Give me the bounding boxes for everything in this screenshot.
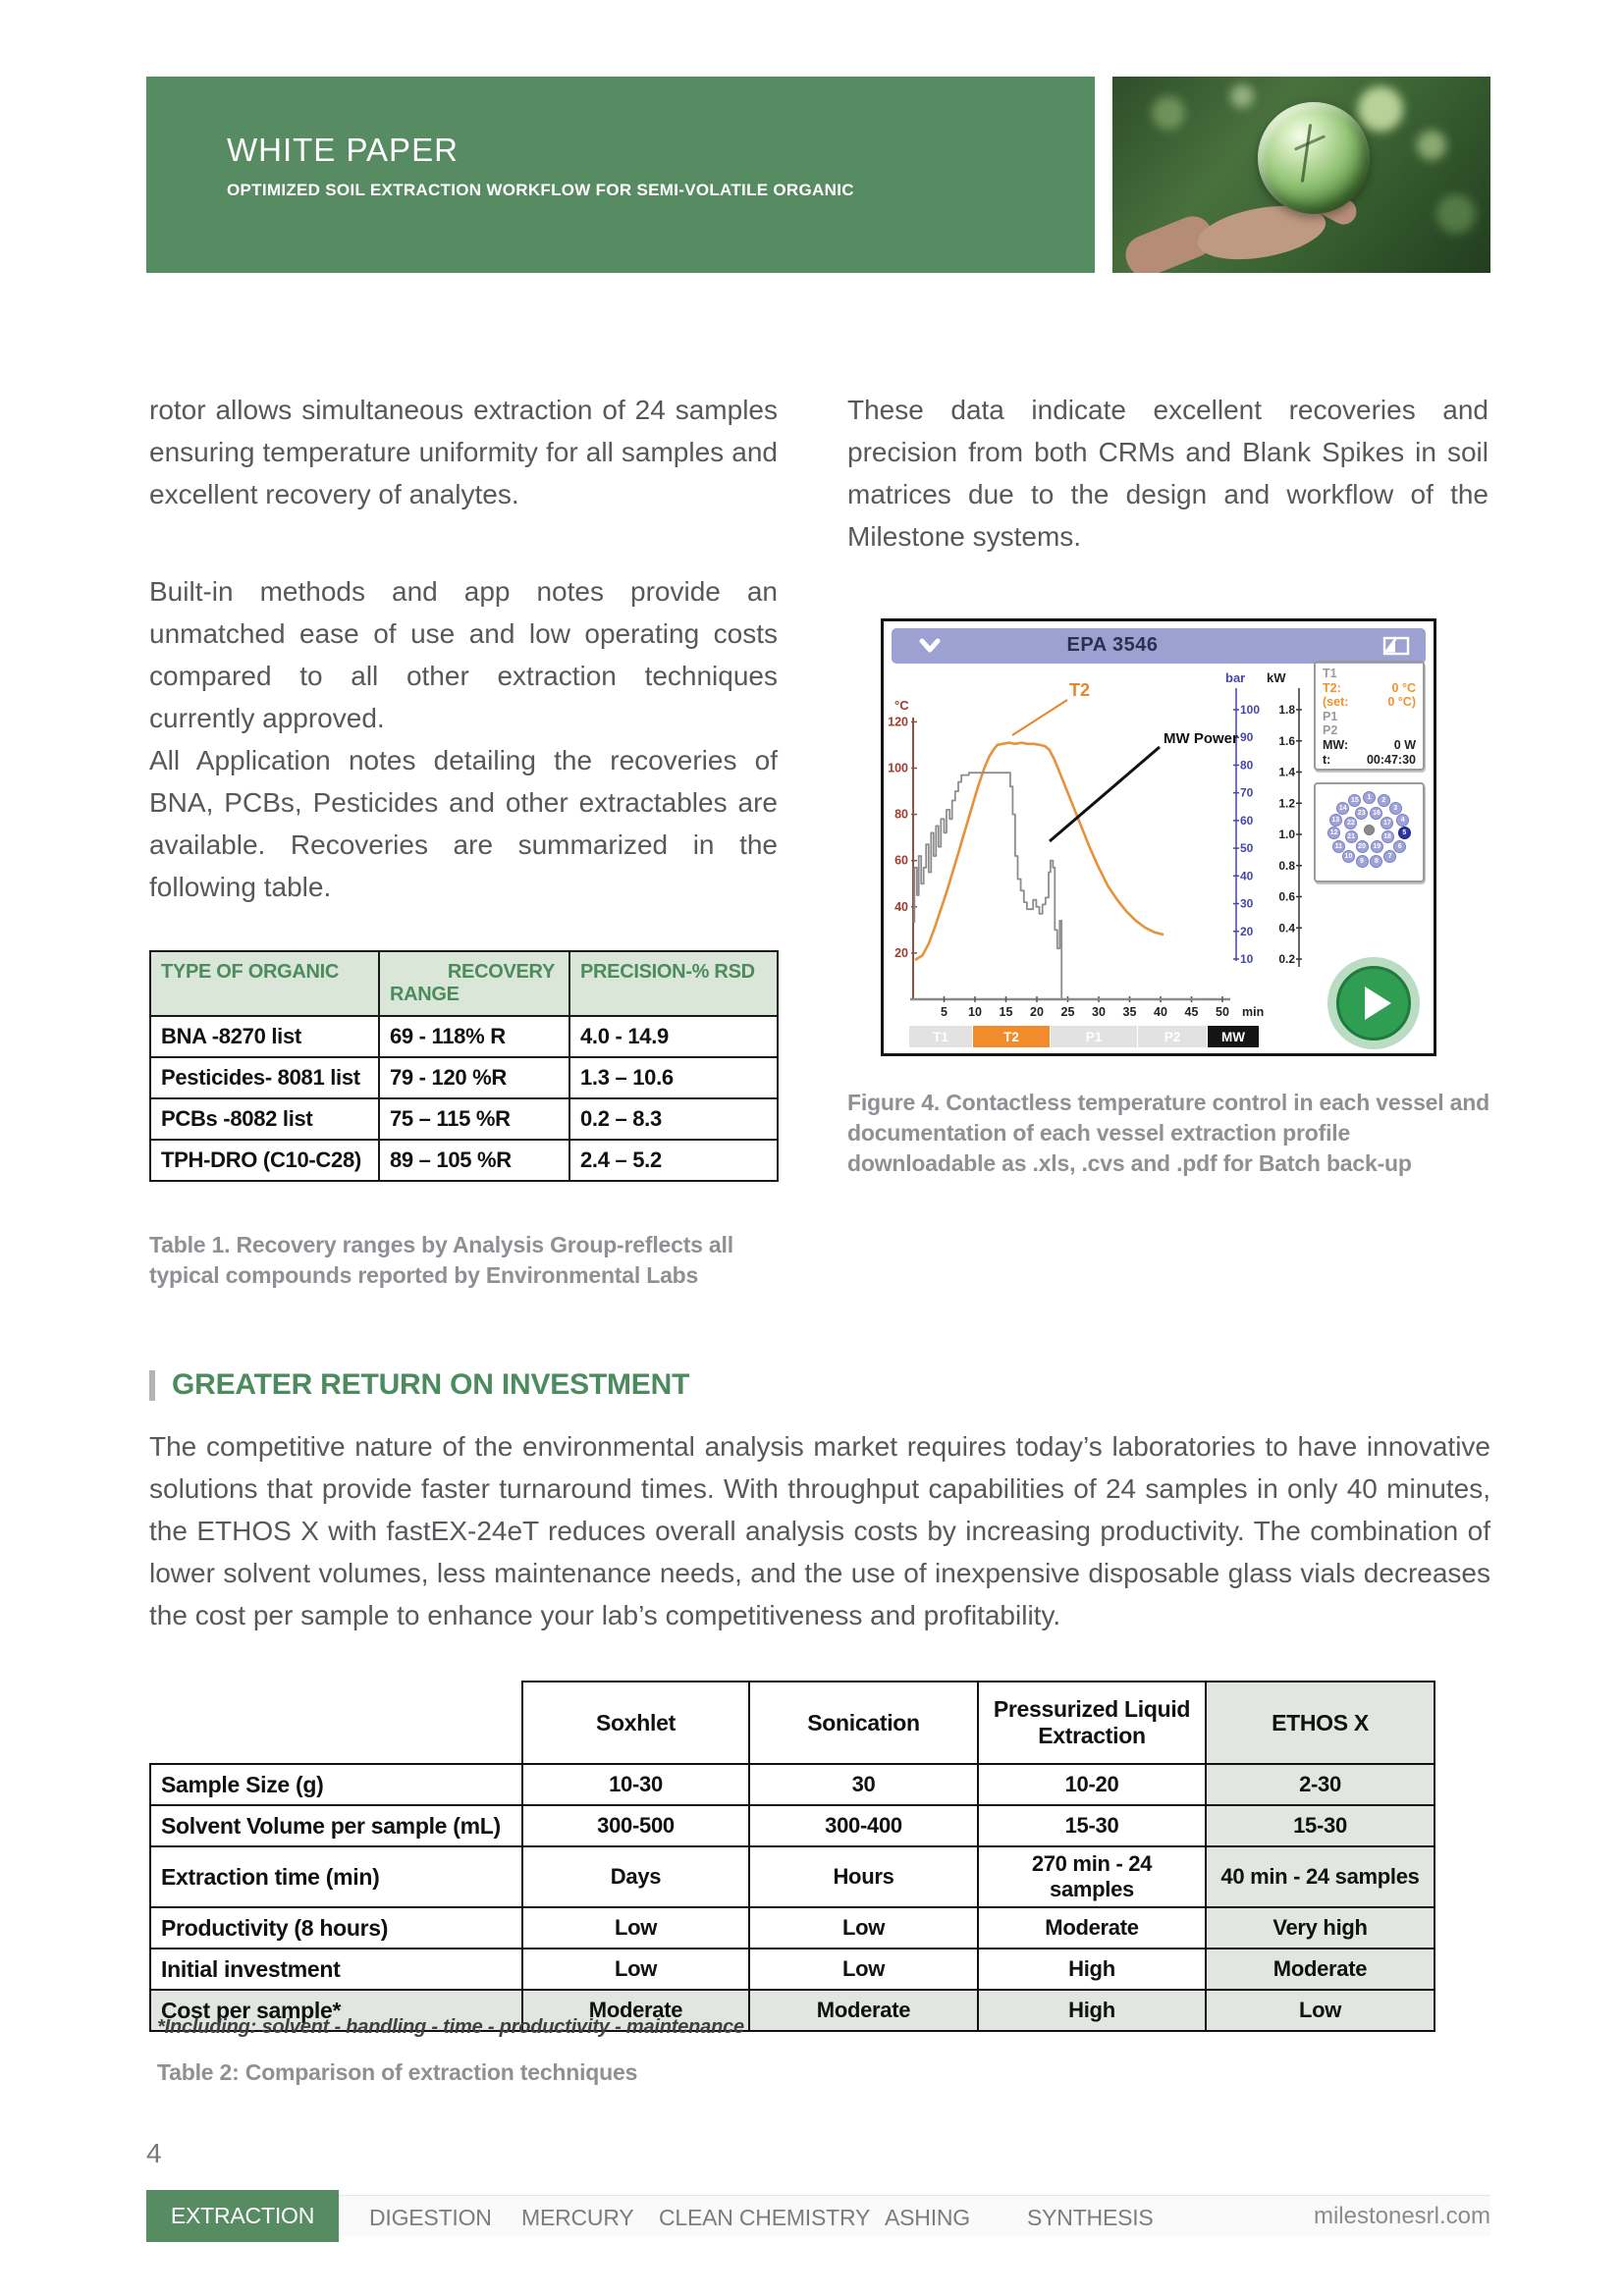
paragraph-left-2: Built-in methods and app notes provide an unmatched ease of use and low operating costs compared to all other extraction techniques currently approved. [149, 576, 778, 733]
table-cell: 40 min - 24 samples [1206, 1846, 1435, 1907]
footer-item-digestion: DIGESTION [369, 2205, 492, 2230]
rotor-vessel: 18 [1381, 830, 1394, 843]
legend-item: P1 [1051, 1026, 1137, 1047]
footer-item-active: EXTRACTION [146, 2190, 339, 2242]
column-header: Soxhlet [522, 1682, 749, 1764]
rotor-vessel: 3 [1389, 802, 1402, 815]
status-panel [1314, 661, 1425, 771]
table-cell: Moderate [749, 1990, 978, 2031]
table-cell: 15-30 [978, 1805, 1206, 1846]
table-row [150, 1805, 1435, 1846]
table-row [150, 1846, 1435, 1907]
table-cell: Low [1206, 1990, 1435, 2031]
svg-text:5: 5 [941, 1005, 947, 1019]
status-row: T1 [1323, 667, 1337, 680]
rotor-vessel: 11 [1332, 840, 1345, 853]
svg-text:bar: bar [1225, 670, 1246, 685]
table-cell: Low [749, 1907, 978, 1949]
comparison-table [149, 1681, 1435, 2032]
bokeh-light [1358, 86, 1403, 132]
table-cell: Days [522, 1846, 749, 1907]
table-cell: Moderate [978, 1907, 1206, 1949]
table-row [150, 1016, 778, 1057]
svg-text:20: 20 [1030, 1005, 1044, 1019]
figure-titlebar [892, 628, 1426, 664]
document-title: OPTIMIZED SOIL EXTRACTION WORKFLOW FOR SEMI-VOLATILE ORGANIC [227, 181, 854, 199]
rotor-vessel: 16 [1370, 807, 1382, 820]
column-header: RECOVERY RANGE [379, 951, 569, 1016]
svg-text:40: 40 [894, 899, 908, 914]
glass-globe [1258, 102, 1370, 214]
table2-caption: Table 2: Comparison of extraction techniques [157, 2059, 638, 2085]
rotor-vessel: 2 [1378, 794, 1390, 807]
play-icon [1336, 966, 1411, 1041]
table-cell: 10-20 [978, 1764, 1206, 1805]
svg-text:kW: kW [1267, 670, 1286, 685]
table-cell: TPH-DRO (C10-C28) [150, 1140, 379, 1181]
table-row [150, 1949, 1435, 1990]
table-cell: Initial investment [150, 1949, 522, 1990]
column-header: Sonication [749, 1682, 978, 1764]
table-cell: 15-30 [1206, 1805, 1435, 1846]
recovery-table [149, 950, 779, 1182]
svg-text:1.4: 1.4 [1278, 765, 1295, 779]
svg-text:0.4: 0.4 [1278, 921, 1295, 935]
table-cell: 75 – 115 %R [379, 1098, 569, 1140]
status-row: P1 [1323, 709, 1338, 723]
rotor-vessel: 22 [1344, 817, 1357, 829]
rotor-vessel: 9 [1356, 855, 1369, 868]
svg-text:10: 10 [968, 1005, 982, 1019]
rotor-vessel: 21 [1345, 830, 1358, 843]
table-cell: 69 - 118% R [379, 1016, 569, 1057]
table-row [150, 1098, 778, 1140]
table-cell: 1.3 – 10.6 [569, 1057, 778, 1098]
table-cell: BNA -8270 list [150, 1016, 379, 1057]
svg-text:30: 30 [1240, 896, 1254, 911]
epa-3546-figure [881, 618, 1436, 1056]
svg-text:min: min [1242, 1005, 1265, 1019]
status-row: P2 [1323, 723, 1338, 738]
table-cell: Moderate [522, 1990, 749, 2031]
legend-item: T2 [973, 1026, 1050, 1047]
document-type-label: WHITE PAPER [227, 132, 459, 168]
svg-text:1.2: 1.2 [1278, 796, 1295, 811]
table-cell: Solvent Volume per sample (mL) [150, 1805, 522, 1846]
table-cell: PCBs -8082 list [150, 1098, 379, 1140]
svg-text:20: 20 [1240, 924, 1254, 938]
table-cell: 10-30 [522, 1764, 749, 1805]
column-header: Pressurized Liquid Extraction [978, 1682, 1206, 1764]
svg-text:40: 40 [1240, 869, 1254, 883]
rotor-vessel: 13 [1329, 814, 1342, 827]
table-header-row [150, 1682, 1435, 1764]
table-row [150, 1764, 1435, 1805]
footer-website: milestonesrl.com [1313, 2203, 1490, 2229]
table-cell: 2-30 [1206, 1764, 1435, 1805]
rotor-vessel: 19 [1371, 840, 1383, 853]
bokeh-light [1152, 96, 1185, 130]
blank-cell [150, 1682, 522, 1764]
page-number: 4 [146, 2138, 162, 2168]
rotor-vessel: 15 [1348, 794, 1361, 807]
heading-bar [149, 1370, 155, 1401]
svg-text:1.8: 1.8 [1278, 703, 1295, 717]
rotor-vessel: 14 [1336, 802, 1349, 815]
section-title: GREATER RETURN ON INVESTMENT [172, 1368, 690, 1401]
rotor-vessel [1364, 825, 1375, 835]
table-cell: Low [522, 1907, 749, 1949]
svg-text:100: 100 [888, 761, 908, 775]
svg-text:40: 40 [1154, 1005, 1167, 1019]
bokeh-light [1230, 84, 1254, 108]
svg-text:120: 120 [888, 715, 908, 729]
chevron-down-icon [917, 636, 943, 656]
footer-item-ashing: ASHING [885, 2205, 970, 2230]
svg-text:0.6: 0.6 [1278, 889, 1295, 904]
play-button [1327, 957, 1420, 1049]
extraction-profile-chart [887, 665, 1311, 1056]
footer-item-synthesis: SYNTHESIS [1027, 2205, 1154, 2230]
table-cell: Low [749, 1949, 978, 1990]
section-heading [149, 1368, 689, 1402]
svg-text:45: 45 [1184, 1005, 1199, 1019]
svg-text:100: 100 [1240, 703, 1261, 717]
svg-text:MW Power: MW Power [1164, 730, 1238, 747]
legend-item: MW [1208, 1026, 1259, 1047]
header-banner [146, 77, 1095, 273]
table-cell: High [978, 1949, 1206, 1990]
table-cell: 2.4 – 5.2 [569, 1140, 778, 1181]
table-cell: 4.0 - 14.9 [569, 1016, 778, 1057]
table-cell: 270 min - 24 samples [978, 1846, 1206, 1907]
svg-text:30: 30 [1092, 1005, 1106, 1019]
svg-text:0.8: 0.8 [1278, 858, 1295, 873]
table-cell: 79 - 120 %R [379, 1057, 569, 1098]
rotor-vessel: 1 [1363, 791, 1376, 804]
svg-text:1.6: 1.6 [1278, 733, 1295, 748]
svg-text:60: 60 [894, 853, 908, 868]
rotor-vessel: 5 [1398, 827, 1411, 839]
svg-text:°C: °C [894, 698, 909, 713]
channel-legend [909, 1026, 1260, 1047]
table-row [150, 1140, 778, 1181]
table-cell: Moderate [1206, 1949, 1435, 1990]
svg-text:25: 25 [1060, 1005, 1075, 1019]
paragraph-right-1: These data indicate excellent recoveries and precision from both CRMs and Blank Spikes in soil matrices due to the design and workflow of the Milestone systems. [847, 395, 1489, 552]
bokeh-light [1417, 131, 1446, 160]
status-row: T2: 0 °C [1323, 680, 1416, 695]
table-cell: Very high [1206, 1907, 1435, 1949]
section-paragraph: The competitive nature of the environmental analysis market requires today’s laboratories to have innovative solutions that provide faster turnaround times. With throughput capabilities of 24 samples in only 40 minutes, the ETHOS X with fastEX-24eT reduces overall analysis costs by increasing productivity. The combination of lower solvent volumes, less maintenance needs, and the use of inexpensive disposable glass vials decreases the cost per sample to enhance your lab’s competitiveness and profitability. [149, 1431, 1490, 1630]
svg-text:90: 90 [1240, 730, 1254, 745]
legend-item: P2 [1138, 1026, 1207, 1047]
rotor-vessel: 23 [1355, 807, 1368, 820]
svg-text:20: 20 [894, 945, 908, 960]
svg-text:15: 15 [999, 1005, 1013, 1019]
svg-text:35: 35 [1122, 1005, 1137, 1019]
table-cell: Extraction time (min) [150, 1846, 522, 1907]
status-row: (set: 0 °C) [1323, 695, 1416, 710]
svg-text:80: 80 [1240, 758, 1254, 773]
table1-caption: Table 1. Recovery ranges by Analysis Group-reflects all typical compounds reported by Environmental Labs [149, 1232, 733, 1288]
table-cell: 89 – 105 %R [379, 1140, 569, 1181]
svg-text:50: 50 [1240, 841, 1254, 856]
table-cell: 300-500 [522, 1805, 749, 1846]
rotor-vessel: 20 [1356, 840, 1369, 853]
table-cell: 300-400 [749, 1805, 978, 1846]
svg-text:60: 60 [1240, 813, 1254, 828]
table-header-row [150, 951, 778, 1016]
table-cell: Productivity (8 hours) [150, 1907, 522, 1949]
svg-text:80: 80 [894, 807, 908, 822]
rotor-vessel: 10 [1342, 850, 1355, 863]
column-header: TYPE OF ORGANIC [150, 951, 379, 1016]
rotor-vessel: 7 [1383, 850, 1396, 863]
header-photo [1112, 77, 1490, 273]
table-cell: High [978, 1990, 1206, 2031]
table-row [150, 1057, 778, 1098]
paragraph-left-1: rotor allows simultaneous extraction of 24 samples ensuring temperature uniformity for all samples and excellent recovery of analytes. [149, 395, 778, 509]
rotor-vessel: 6 [1393, 840, 1406, 853]
status-row: t: 00:47:30 [1323, 752, 1416, 767]
table-row [150, 1907, 1435, 1949]
paragraph-left-3: All Application notes detailing the recoveries of BNA, PCBs, Pesticides and other extractables are available. Recoveries are summarized in the following table. [149, 745, 778, 902]
legend-item: T1 [909, 1026, 972, 1047]
svg-text:T2: T2 [1069, 680, 1091, 700]
report-icon [1382, 636, 1410, 658]
rotor-vessel: 17 [1380, 817, 1393, 829]
footer-item-clean-chemistry: CLEAN CHEMISTRY [659, 2205, 871, 2230]
svg-text:50: 50 [1216, 1005, 1229, 1019]
column-header: PRECISION-% RSD [569, 951, 778, 1016]
bokeh-light [1436, 194, 1476, 234]
figure-method-title: EPA 3546 [1066, 634, 1159, 656]
table-cell: Sample Size (g) [150, 1764, 522, 1805]
rotor-vessel: 8 [1370, 855, 1382, 868]
table-cell: Pesticides- 8081 list [150, 1057, 379, 1098]
table-cell: 0.2 – 8.3 [569, 1098, 778, 1140]
table2-footnote: *Including: solvent - handling - time - productivity - maintenance [157, 2016, 744, 2038]
table-cell: 30 [749, 1764, 978, 1805]
footer-item-mercury: MERCURY [521, 2205, 634, 2230]
svg-text:70: 70 [1240, 785, 1254, 800]
column-header: ETHOS X [1206, 1682, 1435, 1764]
rotor-vessel: 12 [1327, 827, 1340, 839]
status-row: MW: 0 W [1323, 737, 1416, 752]
rotor-diagram [1314, 782, 1425, 882]
table-cell: Low [522, 1949, 749, 1990]
figure-caption: Figure 4. Contactless temperature control in each vessel and documentation of each vessel extraction profile downloadable as .xls, .cvs and .pdf for Batch back-up [847, 1090, 1489, 1176]
svg-text:1.0: 1.0 [1278, 828, 1295, 841]
table-cell: Cost per sample* [150, 1990, 522, 2031]
svg-text:0.2: 0.2 [1278, 952, 1295, 966]
svg-text:10: 10 [1240, 951, 1254, 966]
table-cell: Hours [749, 1846, 978, 1907]
rotor-vessel: 4 [1396, 814, 1409, 827]
